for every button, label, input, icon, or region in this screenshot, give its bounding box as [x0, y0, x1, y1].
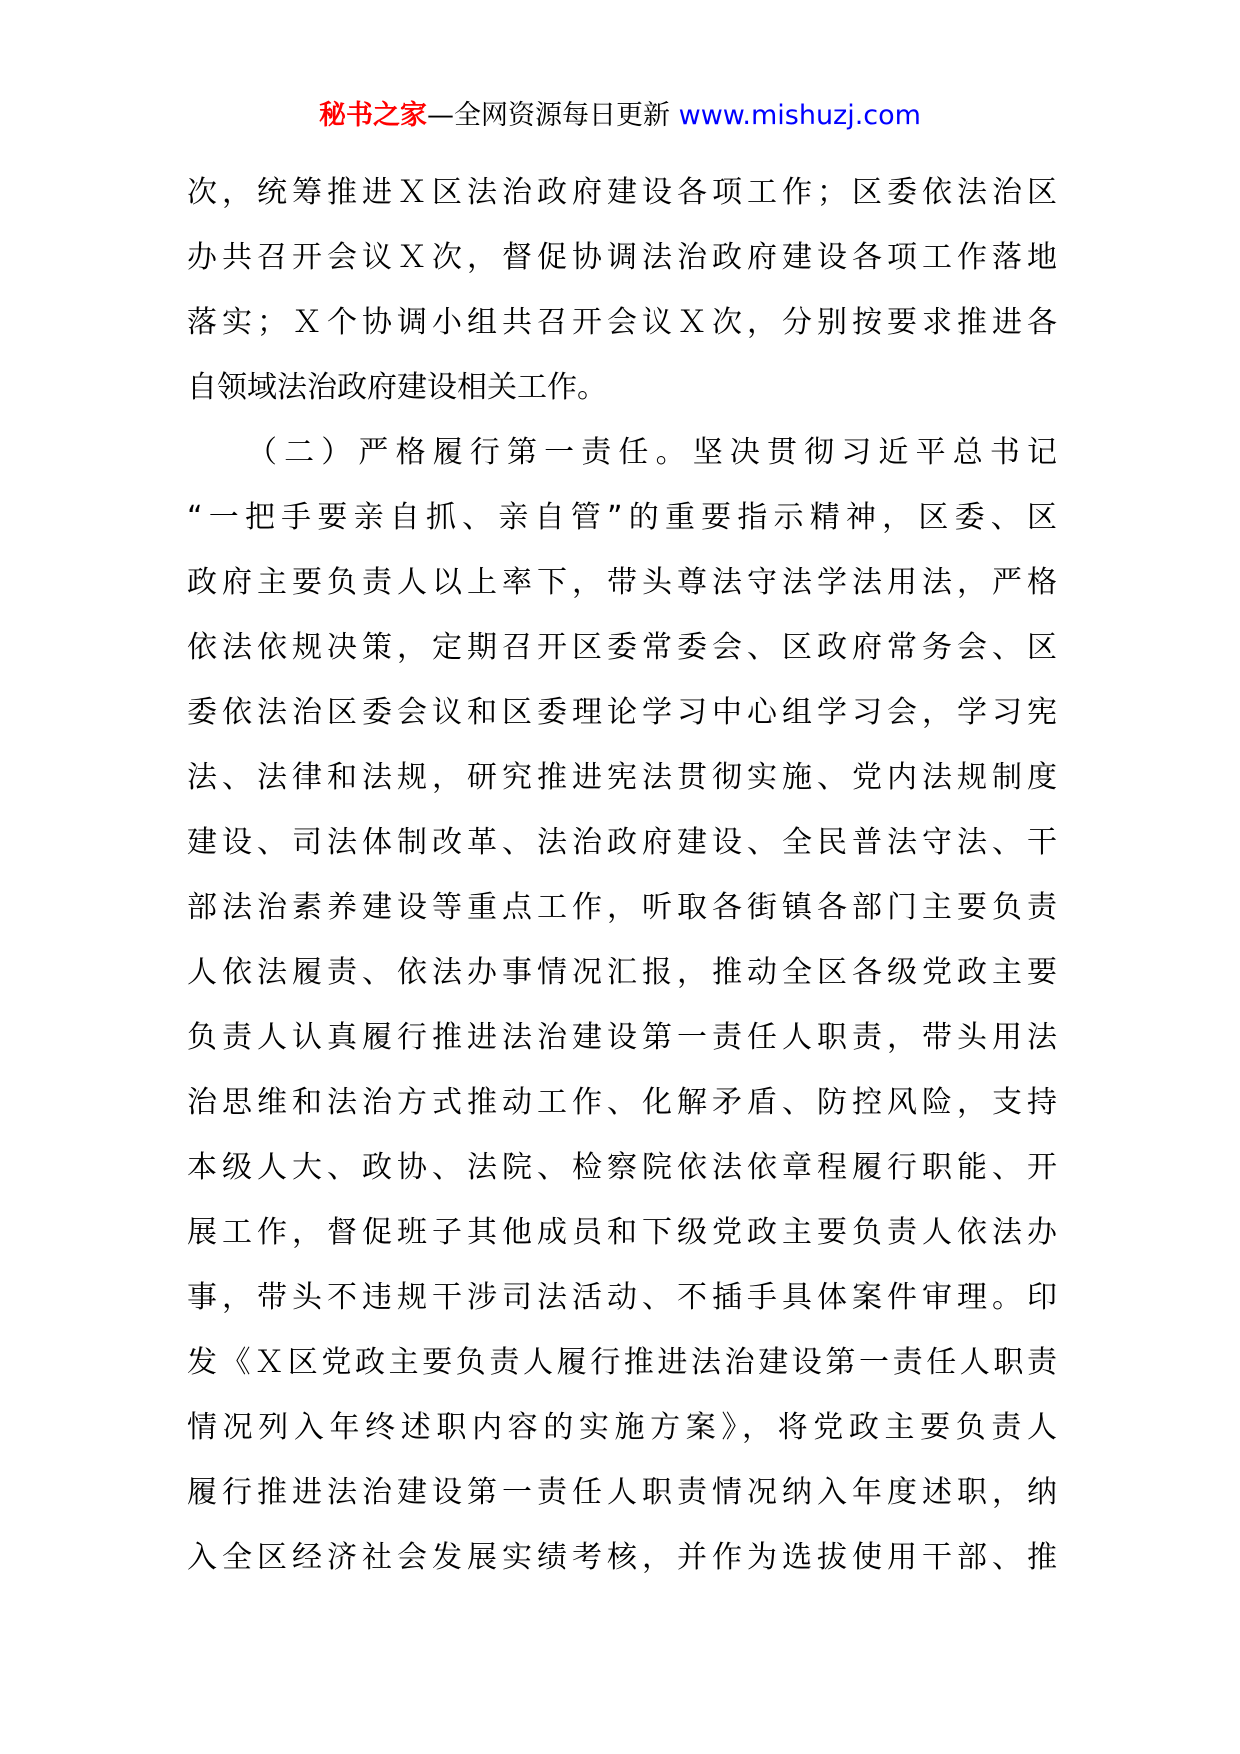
text-line: 办共召开会议Ｘ次，督促协调法治政府建设各项工作落地 [187, 240, 1057, 275]
text-line: 法、法律和法规，研究推进宪法贯彻实施、党内法规制度 [187, 760, 1057, 795]
text-line: 情况列入年终述职内容的实施方案》，将党政主要负责人 [187, 1410, 1057, 1445]
paragraph-2 [187, 420, 1057, 1590]
text-line: 负责人认真履行推进法治建设第一责任人职责，带头用法 [187, 1020, 1057, 1055]
text-line: “一把手要亲自抓、亲自管”的重要指示精神，区委、区 [187, 500, 1057, 535]
site-tagline: —全网资源每日更新 [427, 100, 671, 131]
text-line: 建设、司法体制改革、法治政府建设、全民普法守法、干 [187, 825, 1057, 860]
paragraph-1 [187, 160, 1057, 420]
text-line: 依法依规决策，定期召开区委常委会、区政府常务会、区 [187, 630, 1057, 665]
text-line: 委依法治区委会议和区委理论学习中心组学习会，学习宪 [187, 695, 1057, 730]
text-line: 政府主要负责人以上率下，带头尊法守法学法用法，严格 [187, 565, 1057, 600]
text-line: 本级人大、政协、法院、检察院依法依章程履行职能、开 [187, 1150, 1057, 1185]
document-body [187, 160, 1057, 1590]
site-header [0, 96, 1240, 136]
text-line: 自领域法治政府建设相关工作。 [187, 370, 607, 405]
site-brand: 秘书之家 [319, 100, 428, 131]
text-line: 治思维和法治方式推动工作、化解矛盾、防控风险，支持 [187, 1085, 1057, 1120]
site-url-link[interactable]: www.mishuzj.com [678, 100, 921, 131]
text-line: 发《Ｘ区党政主要负责人履行推进法治建设第一责任人职责 [187, 1345, 1057, 1380]
text-line: 人依法履责、依法办事情况汇报，推动全区各级党政主要 [187, 955, 1057, 990]
text-line: 落实；Ｘ个协调小组共召开会议Ｘ次，分别按要求推进各 [187, 305, 1057, 340]
text-line: 展工作，督促班子其他成员和下级党政主要负责人依法办 [187, 1215, 1057, 1250]
text-line: 事，带头不违规干涉司法活动、不插手具体案件审理。印 [187, 1280, 1057, 1315]
text-line: 履行推进法治建设第一责任人职责情况纳入年度述职，纳 [187, 1475, 1057, 1510]
text-line: （二）严格履行第一责任。坚决贯彻习近平总书记 [247, 435, 1057, 470]
text-line: 部法治素养建设等重点工作，听取各街镇各部门主要负责 [187, 890, 1057, 925]
text-line: 入全区经济社会发展实绩考核，并作为选拔使用干部、推 [187, 1540, 1057, 1575]
text-line: 次，统筹推进Ｘ区法治政府建设各项工作；区委依法治区 [187, 175, 1057, 210]
